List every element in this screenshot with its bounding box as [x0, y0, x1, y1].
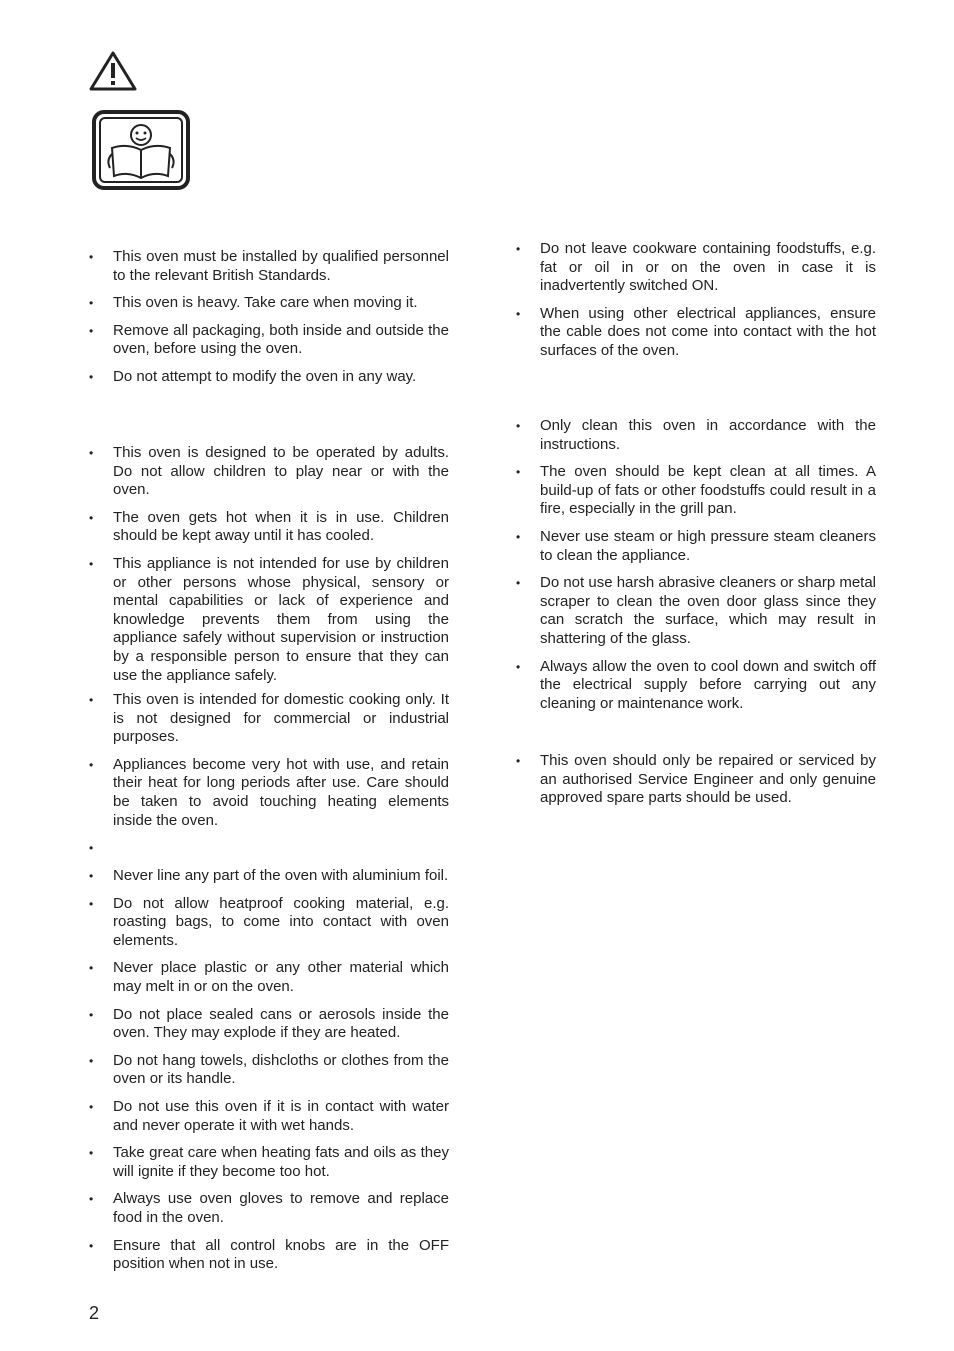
- list-item: [89, 691, 449, 747]
- list-item-text: Ensure that all control knobs are in the OFF position when not in use.: [113, 1236, 449, 1273]
- list-item-text: Do not use this oven if it is in contact with water and never operate it with wet hands.: [113, 1097, 449, 1134]
- list-item: [89, 368, 449, 387]
- bullet-icon: •: [516, 419, 521, 433]
- list-item: [516, 463, 876, 519]
- bullet-icon: •: [89, 1192, 94, 1207]
- list-item: [516, 240, 876, 296]
- list-item-text: This oven is heavy. Take care when moving it.: [113, 294, 418, 312]
- list-item-text: Always use oven gloves to remove and replace food in the oven.: [113, 1190, 449, 1226]
- list-item-text: Never use steam or high pressure steam cleaners to clean the appliance.: [540, 527, 876, 564]
- list-item-text: This oven should only be repaired or serviced by an authorised Service Engineer and only genuine approved spare parts should be used.: [540, 752, 876, 807]
- list-item: [89, 294, 449, 313]
- bullet-icon: •: [89, 446, 94, 460]
- bullet-icon: •: [89, 1099, 94, 1114]
- bullet-icon: •: [516, 754, 521, 768]
- list-item-text: This oven is designed to be operated by adults. Do not allow children to play near or with the oven.: [113, 444, 449, 499]
- list-item: [516, 528, 876, 565]
- list-item-text: This appliance is not intended for use by children or other persons whose physical, sensory or mental capabilities or lack of experience and knowledge prevents them from using the appliance safely without supervision or instruction by a responsible person to ensure that they can use the appliance safely.: [113, 554, 449, 684]
- list-item: [89, 1237, 449, 1274]
- read-manual-icon: [92, 110, 190, 190]
- list-item: [89, 867, 449, 886]
- bullet-icon: •: [89, 1238, 94, 1253]
- list-item-text: This oven must be installed by qualified personnel to the relevant British Standards.: [113, 248, 449, 284]
- list-item-text: Do not place sealed cans or aerosols inside the oven. They may explode if they are heated.: [113, 1005, 449, 1042]
- list-item-text: Always allow the oven to cool down and switch off the electrical supply before carrying out any cleaning or maintenance work.: [540, 657, 876, 712]
- list-item: [516, 658, 876, 714]
- during-use-list: [89, 691, 449, 856]
- list-item-text: Never place plastic or any other material which may melt in or on the oven.: [113, 959, 449, 995]
- page-number: 2: [89, 1303, 100, 1323]
- service-list: [516, 752, 876, 817]
- bullet-icon: •: [89, 369, 94, 384]
- list-item: [516, 752, 876, 808]
- list-item-text: Do not attempt to modify the oven in any way.: [113, 367, 417, 385]
- bullet-icon: •: [516, 576, 521, 591]
- list-item: [516, 417, 876, 454]
- warning-triangle-icon: [88, 50, 138, 92]
- list-item-text: Take great care when heating fats and oils as they will ignite if they become too hot.: [113, 1144, 449, 1180]
- child-safety-list: [89, 444, 449, 694]
- list-item: [89, 1190, 449, 1227]
- list-item-text: The oven should be kept clean at all times. A build-up of fats or other foodstuffs could result in a fire, especially in the grill pan.: [540, 463, 876, 518]
- list-item: [89, 895, 449, 951]
- cleaning-list: [516, 417, 876, 722]
- list-item: [89, 1006, 449, 1043]
- bullet-icon: •: [516, 242, 521, 256]
- bullet-icon: •: [89, 841, 94, 856]
- list-item: [89, 1144, 449, 1181]
- bullet-icon: •: [516, 306, 521, 321]
- list-item-text: The oven gets hot when it is in use. Children should be kept away until it has cooled.: [113, 508, 449, 545]
- bullet-icon: •: [89, 1007, 94, 1022]
- list-item: [89, 248, 449, 285]
- bullet-icon: •: [89, 296, 94, 311]
- bullet-icon: •: [89, 556, 94, 571]
- cookware-list: [516, 240, 876, 370]
- list-item: [89, 1052, 449, 1089]
- bullet-icon: •: [89, 510, 94, 525]
- list-item-text: Do not hang towels, dishcloths or clothes from the oven or its handle.: [113, 1051, 449, 1088]
- list-item-text: When using other electrical appliances, ensure the cable does not come into contact with the hot surfaces of the oven.: [540, 304, 876, 359]
- list-item-text: Do not leave cookware containing foodstuffs, e.g. fat or oil in or on the oven in case it is inadvertently switched ON.: [540, 240, 876, 295]
- bullet-icon: •: [516, 529, 521, 544]
- bullet-icon: •: [89, 693, 94, 707]
- list-item: [89, 959, 449, 996]
- bullet-icon: •: [89, 250, 94, 264]
- bullet-icon: •: [516, 465, 521, 480]
- list-item: [516, 574, 876, 648]
- oven-use-list: [89, 867, 449, 1283]
- list-item-text: Appliances become very hot with use, and retain their heat for long periods after use. Care should be taken to avoid touching heating elements inside the oven.: [113, 755, 449, 829]
- list-item-text: Remove all packaging, both inside and outside the oven, before using the oven.: [113, 321, 449, 358]
- bullet-icon: •: [89, 1053, 94, 1068]
- list-item-text: Never line any part of the oven with aluminium foil.: [113, 867, 449, 884]
- bullet-icon: •: [89, 1146, 94, 1161]
- list-item-text: This oven is intended for domestic cooking only. It is not designed for commercial or industrial purposes.: [113, 691, 449, 746]
- bullet-icon: •: [89, 961, 94, 976]
- bullet-icon: •: [89, 323, 94, 338]
- bullet-icon: •: [89, 896, 94, 911]
- list-item: [89, 444, 449, 500]
- list-item: [89, 555, 449, 685]
- bullet-icon: •: [89, 869, 94, 883]
- installation-list: [89, 248, 449, 396]
- list-item-text: Do not use harsh abrasive cleaners or sharp metal scraper to clean the oven door glass since they can scratch the surface, which may result in shattering of the glass.: [540, 574, 877, 647]
- list-item: [89, 1098, 449, 1135]
- list-item: [89, 756, 449, 830]
- bullet-icon: •: [89, 757, 94, 772]
- list-item: [89, 509, 449, 546]
- list-item-text: Do not allow heatproof cooking material, e.g. roasting bags, to come into contact with oven elements.: [113, 894, 449, 949]
- list-item-text: Only clean this oven in accordance with the instructions.: [540, 417, 876, 453]
- bullet-icon: •: [516, 659, 521, 674]
- list-item: [89, 322, 449, 359]
- list-item: [516, 305, 876, 361]
